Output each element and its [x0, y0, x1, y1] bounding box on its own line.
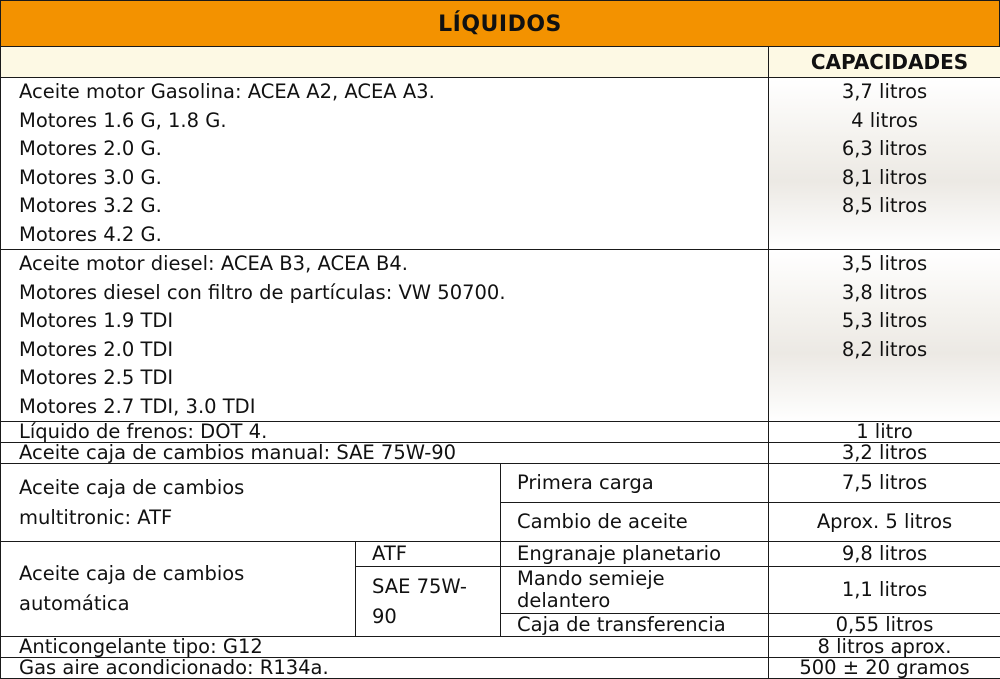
sae-label-line: SAE 75W-	[372, 572, 500, 602]
planetary-gear-label: Engranaje planetario	[501, 542, 769, 567]
multitronic-label-line: multitronic: ATF	[19, 503, 500, 533]
transfer-case-value: 0,55 litros	[769, 614, 1000, 637]
automatic-row-1	[1, 542, 1000, 567]
antifreeze-label: Anticongelante tipo: G12	[1, 637, 769, 658]
header-empty-cell	[1, 47, 769, 78]
multitronic-first-fill-label: Primera carga	[501, 464, 769, 503]
multitronic-label-line: Aceite caja de cambios	[19, 473, 500, 503]
gasoline-engine-line: Motores 1.6 G, 1.8 G.	[19, 107, 768, 136]
manual-gearbox-label: Aceite caja de cambios manual: SAE 75W-90	[1, 443, 769, 464]
brake-fluid-label: Líquido de frenos: DOT 4.	[1, 422, 769, 443]
automatic-label-line: Aceite caja de cambios	[19, 559, 355, 589]
planetary-gear-value: 9,8 litros	[769, 542, 1000, 567]
gasoline-engine-line: Motores 3.2 G.	[19, 192, 768, 221]
multitronic-oil-change-value: Aprox. 5 litros	[769, 503, 1000, 542]
ac-gas-label: Gas aire acondicionado: R134a.	[1, 658, 769, 679]
diesel-engine-line: Motores 1.9 TDI	[19, 307, 768, 336]
diesel-engine-line: Motores 2.0 TDI	[19, 336, 768, 365]
gasoline-capacity-cell	[769, 78, 1000, 250]
ac-gas-row	[1, 658, 1000, 679]
ac-gas-value: 500 ± 20 gramos	[769, 658, 1000, 679]
gasoline-spec-line: Aceite motor Gasolina: ACEA A2, ACEA A3.	[19, 78, 768, 107]
diesel-spec-cell	[1, 250, 769, 422]
front-axle-label-line: Mando semieje	[517, 568, 768, 590]
gasoline-spec-cell	[1, 78, 769, 250]
manual-gearbox-row	[1, 443, 1000, 464]
automatic-atf-label: ATF	[356, 542, 501, 567]
automatic-label-cell	[1, 542, 356, 637]
capacity-value: 8,5 litros	[769, 192, 1000, 221]
capacity-value: 3,7 litros	[769, 78, 1000, 107]
antifreeze-row	[1, 637, 1000, 658]
antifreeze-value: 8 litros aprox.	[769, 637, 1000, 658]
multitronic-oil-change-label: Cambio de aceite	[501, 503, 769, 542]
capacity-value: 3,8 litros	[769, 279, 1000, 308]
liquids-table	[0, 46, 1000, 679]
capacity-value: 4 litros	[769, 107, 1000, 136]
front-axle-label-line: delantero	[517, 590, 768, 612]
diesel-filter-line: Motores diesel con filtro de partículas: VW 50700.	[19, 279, 768, 308]
brake-fluid-row	[1, 422, 1000, 443]
diesel-row	[1, 250, 1000, 422]
capacity-value: 8,1 litros	[769, 164, 1000, 193]
multitronic-row-1	[1, 464, 1000, 503]
gasoline-engine-line: Motores 2.0 G.	[19, 135, 768, 164]
diesel-spec-line: Aceite motor diesel: ACEA B3, ACEA B4.	[19, 250, 768, 279]
gasoline-row	[1, 78, 1000, 250]
diesel-engine-line: Motores 2.7 TDI, 3.0 TDI	[19, 393, 768, 422]
multitronic-first-fill-value: 7,5 litros	[769, 464, 1000, 503]
multitronic-label-cell	[1, 464, 501, 542]
gasoline-engine-line: Motores 4.2 G.	[19, 221, 768, 250]
capacities-header: CAPACIDADES	[769, 47, 1000, 78]
automatic-sae-label	[356, 567, 501, 637]
manual-gearbox-value: 3,2 litros	[769, 443, 1000, 464]
capacity-value: 3,5 litros	[769, 250, 1000, 279]
capacity-value: 5,3 litros	[769, 307, 1000, 336]
table-header-row	[1, 47, 1000, 78]
front-axle-drive-value: 1,1 litros	[769, 567, 1000, 614]
front-axle-drive-label	[501, 567, 769, 614]
page-title: LÍQUIDOS	[0, 0, 1000, 48]
brake-fluid-value: 1 litro	[769, 422, 1000, 443]
automatic-label-line: automática	[19, 589, 355, 619]
sae-label-line: 90	[372, 602, 500, 632]
capacity-value: 8,2 litros	[769, 336, 1000, 365]
gasoline-engine-line: Motores 3.0 G.	[19, 164, 768, 193]
capacity-value: 6,3 litros	[769, 135, 1000, 164]
diesel-engine-line: Motores 2.5 TDI	[19, 364, 768, 393]
transfer-case-label: Caja de transferencia	[501, 614, 769, 637]
diesel-capacity-cell	[769, 250, 1000, 422]
